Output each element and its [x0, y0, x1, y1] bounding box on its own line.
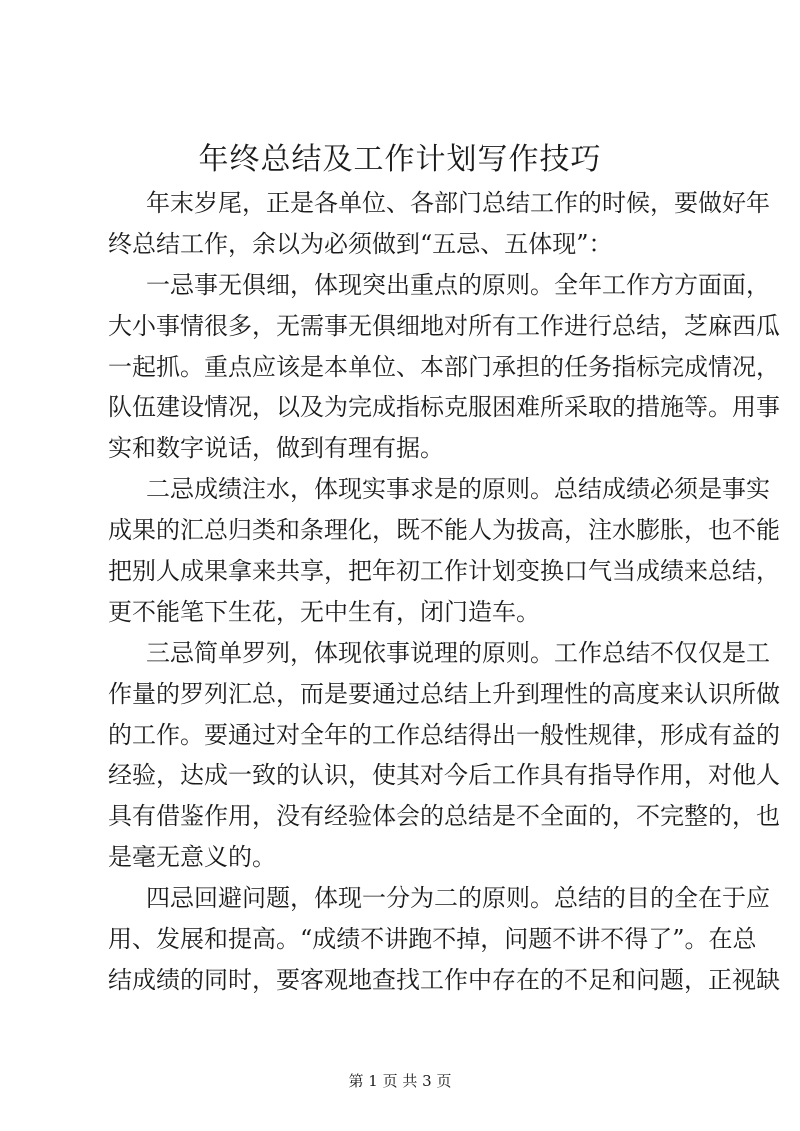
text-line: 大小事情很多，无需事无俱细地对所有工作进行总结，芝麻西瓜: [108, 311, 780, 340]
text-line: 成果的汇总归类和条理化，既不能人为拔高，注水膨胀，也不能: [108, 516, 780, 545]
text-line: 队伍建设情况，以及为完成指标克服困难所采取的措施等。用事: [108, 393, 780, 422]
text-line: 实和数字说话，做到有理有据。: [108, 434, 444, 463]
paragraph: [108, 469, 780, 633]
paragraph: [108, 265, 780, 469]
document-body: [108, 183, 780, 1001]
text-line: 一起抓。重点应该是本单位、本部门承担的任务指标完成情况，: [108, 352, 780, 381]
text-line: 二忌成绩注水，体现实事求是的原则。总结成绩必须是事实: [146, 475, 770, 504]
text-line: 四忌回避问题，体现一分为二的原则。总结的目的全在于应: [146, 884, 770, 913]
text-line: 把别人成果拿来共享，把年初工作计划变换口气当成绩来总结，: [108, 557, 780, 586]
text-line: 更不能笔下生花，无中生有，闭门造车。: [108, 597, 540, 626]
document-title: 年终总结及工作计划写作技巧: [198, 142, 602, 177]
text-line: 的工作。要通过对全年的工作总结得出一般性规律，形成有益的: [108, 720, 780, 749]
text-line: 具有借鉴作用，没有经验体会的总结是不全面的，不完整的，也: [108, 802, 780, 831]
text-line: 年末岁尾，正是各单位、各部门总结工作的时候，要做好年: [146, 189, 770, 217]
text-line: 终总结工作，余以为必须做到“五忌、五体现”：: [108, 229, 613, 258]
text-line: 三忌简单罗列，体现依事说理的原则。工作总结不仅仅是工: [146, 638, 770, 667]
text-line: 一忌事无俱细，体现突出重点的原则。全年工作方方面面，: [146, 270, 770, 299]
paragraph: [108, 878, 780, 1001]
page-footer: 第 1 页 共 3 页: [348, 1072, 452, 1090]
text-line: 结成绩的同时，要客观地查找工作中存在的不足和问题，正视缺: [108, 965, 780, 994]
text-line: 作量的罗列汇总，而是要通过总结上升到理性的高度来认识所做: [108, 679, 780, 708]
paragraph: [108, 183, 770, 265]
paragraph: [108, 633, 780, 878]
text-line: 用、发展和提高。“成绩不讲跑不掉，问题不讲不得了”。在总: [108, 925, 757, 954]
text-line: 经验，达成一致的认识，使其对今后工作具有指导作用，对他人: [108, 761, 780, 790]
text-line: 是毫无意义的。: [108, 843, 276, 872]
